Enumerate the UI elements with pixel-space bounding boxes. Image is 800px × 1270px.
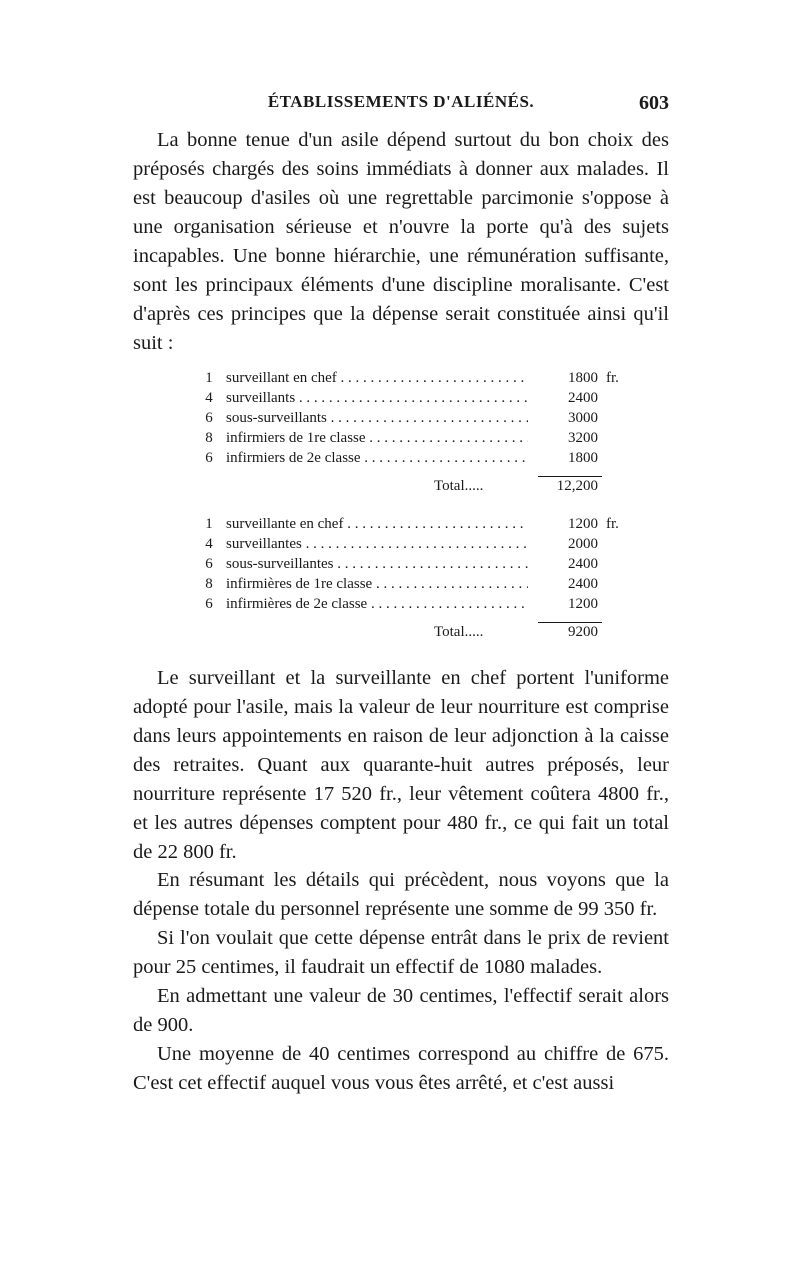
row-amount: 3000: [568, 410, 598, 426]
row-quantity: 8: [205, 430, 213, 446]
table-row: [200, 408, 636, 428]
running-title: ÉTABLISSEMENTS D'ALIÉNÉS.: [267, 92, 535, 111]
row-amount: 1200: [568, 596, 598, 612]
row-quantity: 4: [205, 390, 213, 406]
row-amount: 2000: [568, 536, 598, 552]
total-row: [200, 620, 636, 644]
table-row: [200, 574, 636, 594]
row-quantity: 4: [205, 536, 213, 552]
row-amount: 1800: [568, 370, 598, 386]
table-row: [200, 554, 636, 574]
total-amount: 9200: [568, 624, 598, 640]
paragraph-40-centimes: Une moyenne de 40 centimes correspond au chiffre de 675. C'est cet effectif auquel vous vous êtes arrêté, et c'est aussi: [133, 1043, 669, 1094]
table-male-staff: [200, 368, 636, 498]
paragraph-30-centimes: En admettant une valeur de 30 centimes, l'effectif serait alors de 900.: [133, 985, 669, 1036]
row-quantity: 6: [205, 596, 213, 612]
total-label: Total.....: [434, 624, 484, 640]
row-label: infirmiers de 1re classe . . .: [226, 428, 528, 448]
row-label: surveillants . . .: [226, 388, 528, 408]
row-quantity: 6: [205, 450, 213, 466]
row-quantity: 1: [205, 516, 213, 532]
table-row: [200, 388, 636, 408]
row-quantity: 1: [205, 370, 213, 386]
paragraph-uniform: Le surveillant et la surveillante en chef portent l'uniforme adopté pour l'asile, mais la valeur de leur nourriture est comprise dans leurs appointements en raison de leur adjonction à la caisse des retraites. Quant aux quarante-huit autres préposés, leur nourriture représente 17 520 fr., leur vêtement coûtera 4800 fr., et les autres dépenses comptent pour 480 fr., ce qui fait un total de 22 800 fr.: [133, 667, 669, 863]
row-quantity: 8: [205, 576, 213, 592]
row-amount: 2400: [568, 556, 598, 572]
table-female-staff: [200, 514, 636, 644]
paragraph-intro: La bonne tenue d'un asile dépend surtout du bon choix des préposés chargés des soins immédiats à donner aux malades. Il est beaucoup d'asiles où une regrettable parcimonie s'oppose à une organisation sérieuse et n'ouvre la porte qu'à des sujets incapables. Une bonne hiérarchie, une rémunération suffisante, sont les principaux éléments d'une discipline moralisante. C'est d'après ces principes que la dépense serait constituée ainsi qu'il suit :: [133, 129, 669, 354]
row-amount: 2400: [568, 390, 598, 406]
row-unit: fr.: [606, 370, 619, 386]
row-label: surveillantes . . .: [226, 534, 528, 554]
row-amount: 3200: [568, 430, 598, 446]
table-row: [200, 514, 636, 534]
total-row: [200, 474, 636, 498]
table-row: [200, 448, 636, 468]
row-label: surveillant en chef . . .: [226, 368, 528, 388]
row-amount: 1800: [568, 450, 598, 466]
row-amount: 2400: [568, 576, 598, 592]
row-label: infirmiers de 2e classe . . .: [226, 448, 528, 468]
row-unit: fr.: [606, 516, 619, 532]
row-quantity: 6: [205, 410, 213, 426]
row-amount: 1200: [568, 516, 598, 532]
row-label: infirmières de 2e classe . . .: [226, 594, 528, 614]
page-number: 603: [639, 92, 669, 114]
paragraph-summary: En résumant les détails qui précèdent, nous voyons que la dépense totale du personnel représente une somme de 99 350 fr.: [133, 869, 669, 920]
paragraph-25-centimes: Si l'on voulait que cette dépense entrât dans le prix de revient pour 25 centimes, il faudrait un effectif de 1080 malades.: [133, 927, 669, 978]
row-label: infirmières de 1re classe . . .: [226, 574, 528, 594]
row-label: sous-surveillantes . . .: [226, 554, 528, 574]
row-quantity: 6: [205, 556, 213, 572]
running-header: [133, 92, 669, 118]
total-label: Total.....: [434, 478, 484, 494]
total-amount: 12,200: [556, 478, 598, 494]
row-label: sous-surveillants . . .: [226, 408, 528, 428]
table-row: [200, 428, 636, 448]
table-row: [200, 368, 636, 388]
table-row: [200, 534, 636, 554]
table-row: [200, 594, 636, 614]
row-label: surveillante en chef . . .: [226, 514, 528, 534]
